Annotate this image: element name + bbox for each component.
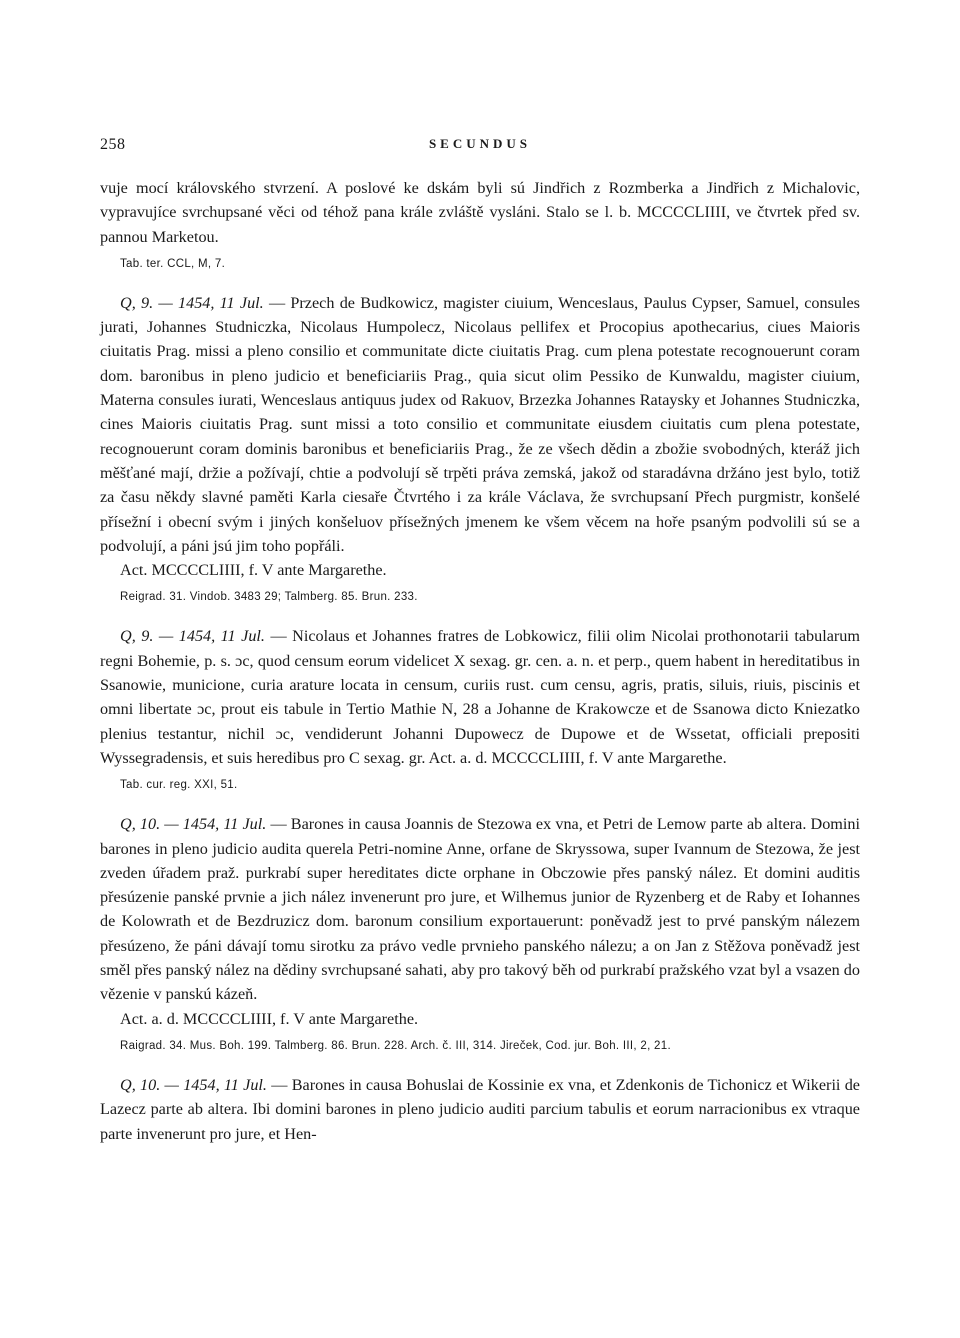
act-line: Act. MCCCCLIIII, f. V ante Margarethe. — [120, 561, 387, 580]
entry-text: — Barones in causa Bohuslai de Kossinie ex vna, et Zdenkonis de Tichonicz et Wikerii de Lazecz parte ab altera. Ibi domini barones in pleno judicio auditi parcium tabulis et eorum narracionibus ex vtraque parte invenerunt pro jure, et Hen- — [100, 1075, 860, 1143]
entry-date: Q, 10. — 1454, 11 Jul. — [120, 1075, 267, 1094]
source-reference: Tab. cur. reg. XXI, 51. — [120, 779, 238, 792]
act-line: Act. a. d. MCCCCLIIII, f. V ante Margarethe. — [120, 1009, 419, 1028]
page-number: 258 — [100, 136, 126, 153]
entry-text: — Barones in causa Joannis de Stezowa ex vna, et Petri de Lemow parte ab altera. Domini barones in pleno judicio audita querela Petri-nomine Anne, orfane de Skryssowa, super Ivannum de Stezowa, že jest zveden úřadem praž. purkrabí super hereditates dicte orphane in Obczowie přes panský nález. Et domini auditis přesúzenie panské prvnie a jich nález invenerunt pro jure, et Wilhemus junior de Ryzenberg et de Raby et Iohannes de Kolowrath et de Bezdruzicz dom. baronum consilium exportauerunt: poněvadž jest to prvé panským nálezem přesúzeno, že páni dávají tomu sirotku za právo vedle prvnieho panského nálezu; a on Jan z Stěžova poněvadž jest směl přes panský nález na dědiny svrchupsané sahati, aby pro takový běh od purkrabí pražského vzat byl a vsazen do vězenie v panskú kázeň. — [100, 815, 860, 1004]
entry-date: Q, 9. — 1454, 11 Jul. — [120, 293, 264, 312]
record-entry — [100, 624, 860, 770]
record-entry — [100, 1073, 860, 1146]
entry-date: Q, 10. — 1454, 11 Jul. — [120, 815, 267, 834]
source-reference: Reigrad. 31. Vindob. 3483 29; Talmberg. 85. Brun. 233. — [120, 591, 418, 604]
source-reference: Raigrad. 34. Mus. Boh. 199. Talmberg. 86. Brun. 228. Arch. č. III, 314. Jireček, Cod. jur. Boh. III, 2, 21. — [120, 1039, 671, 1052]
page-header — [100, 136, 860, 158]
running-head: SECUNDUS — [428, 136, 532, 151]
source-reference: Tab. ter. CCL, M, 7. — [120, 257, 226, 270]
record-entry — [100, 291, 860, 558]
entry-text: — Przech de Budkowicz, magister ciuium, Wenceslaus, Paulus Cypser, Samuel, consules jurati, Johannes Studniczka, Nicolaus Humpolecz, Nicolaus pellifex et Procopius apothecarius, ciues Maioris ciuitatis Prag. missi a pleno consilio et communitate dicte ciuitatis Prag. cum plena potestate recognouerunt coram dom. baronibus in pleno judicio et beneficiariis Prag., quia sicut olim Pessiko de Kunwaldu, magister ciuium, Materna consules iurati, Wenceslaus antiquus judex od Rakuov, Brzezka Johannes Rataysky et Johannes Studniczka, cines Maioris ciuitatis Prag. sunt missi a toto consilio et communitate eiusdem ciuitatis cum plena potestate, recognouerunt coram dominis baronibus et beneficiariis Prag., že ze všech dědin a zbožie svobodných, kteráž jich měšťané mají, držie a požívají, chtie a podvolují sě trpěti práva zemská, jakož od staradávna držáno jest bylo, totiž za času někdy slavné paměti Karla ciesaře Čtvrtého i za krále Václava, že svrchupsaní Přech purgmistr, konšelé přísežní i obecní svým i jiných konšeluov přísežných jmenem ke všem věcem na hoře psaným podvolili sú se a podvolují, a páni jsú jim toho popřáli. — [100, 293, 860, 555]
entry-date: Q, 9. — 1454, 11 Jul. — [120, 627, 265, 646]
entry-text: — Nicolaus et Johannes fratres de Lobkowicz, filii olim Nicolai prothonotarii tabularum regni Bohemie, p. s. ɔc, quod censum eorum videlicet X sexag. gr. cen. a. n. et perp., quem habent in hereditatibus in Ssanowie, municione, curia arature locata in censum, curiis rust. cum censu, agris, pratis, siluis, riuis, piscinis et omni libertate ɔc, prout eis tabule in Tertio Mathie N, 28 a Johanne de Krakowcze et de Ssanowa dicto Kniezatko plenius testantur, nichil ɔc, vendiderunt Johanni Dupowecz de Dupowe et de Wssetat, officiali prepositi Wyssegradensis, et suis heredibus pro C sexag. gr. Act. a. d. MCCCCLIIII, f. V ante Margarethe. — [100, 627, 860, 767]
record-entry — [100, 812, 860, 1006]
document-body — [100, 176, 860, 1146]
continuation-paragraph: vuje mocí královského stvrzení. A poslové ke dskám byli sú Jindřich z Rozmberka a Jindřich z Michalovic, vypravujíce svrchupsané věci od téhož pana krále zvláště vysláni. Stalo se l. b. MCCCCLIIII, ve čtvrtek před sv. pannou Marketou. — [100, 179, 860, 246]
